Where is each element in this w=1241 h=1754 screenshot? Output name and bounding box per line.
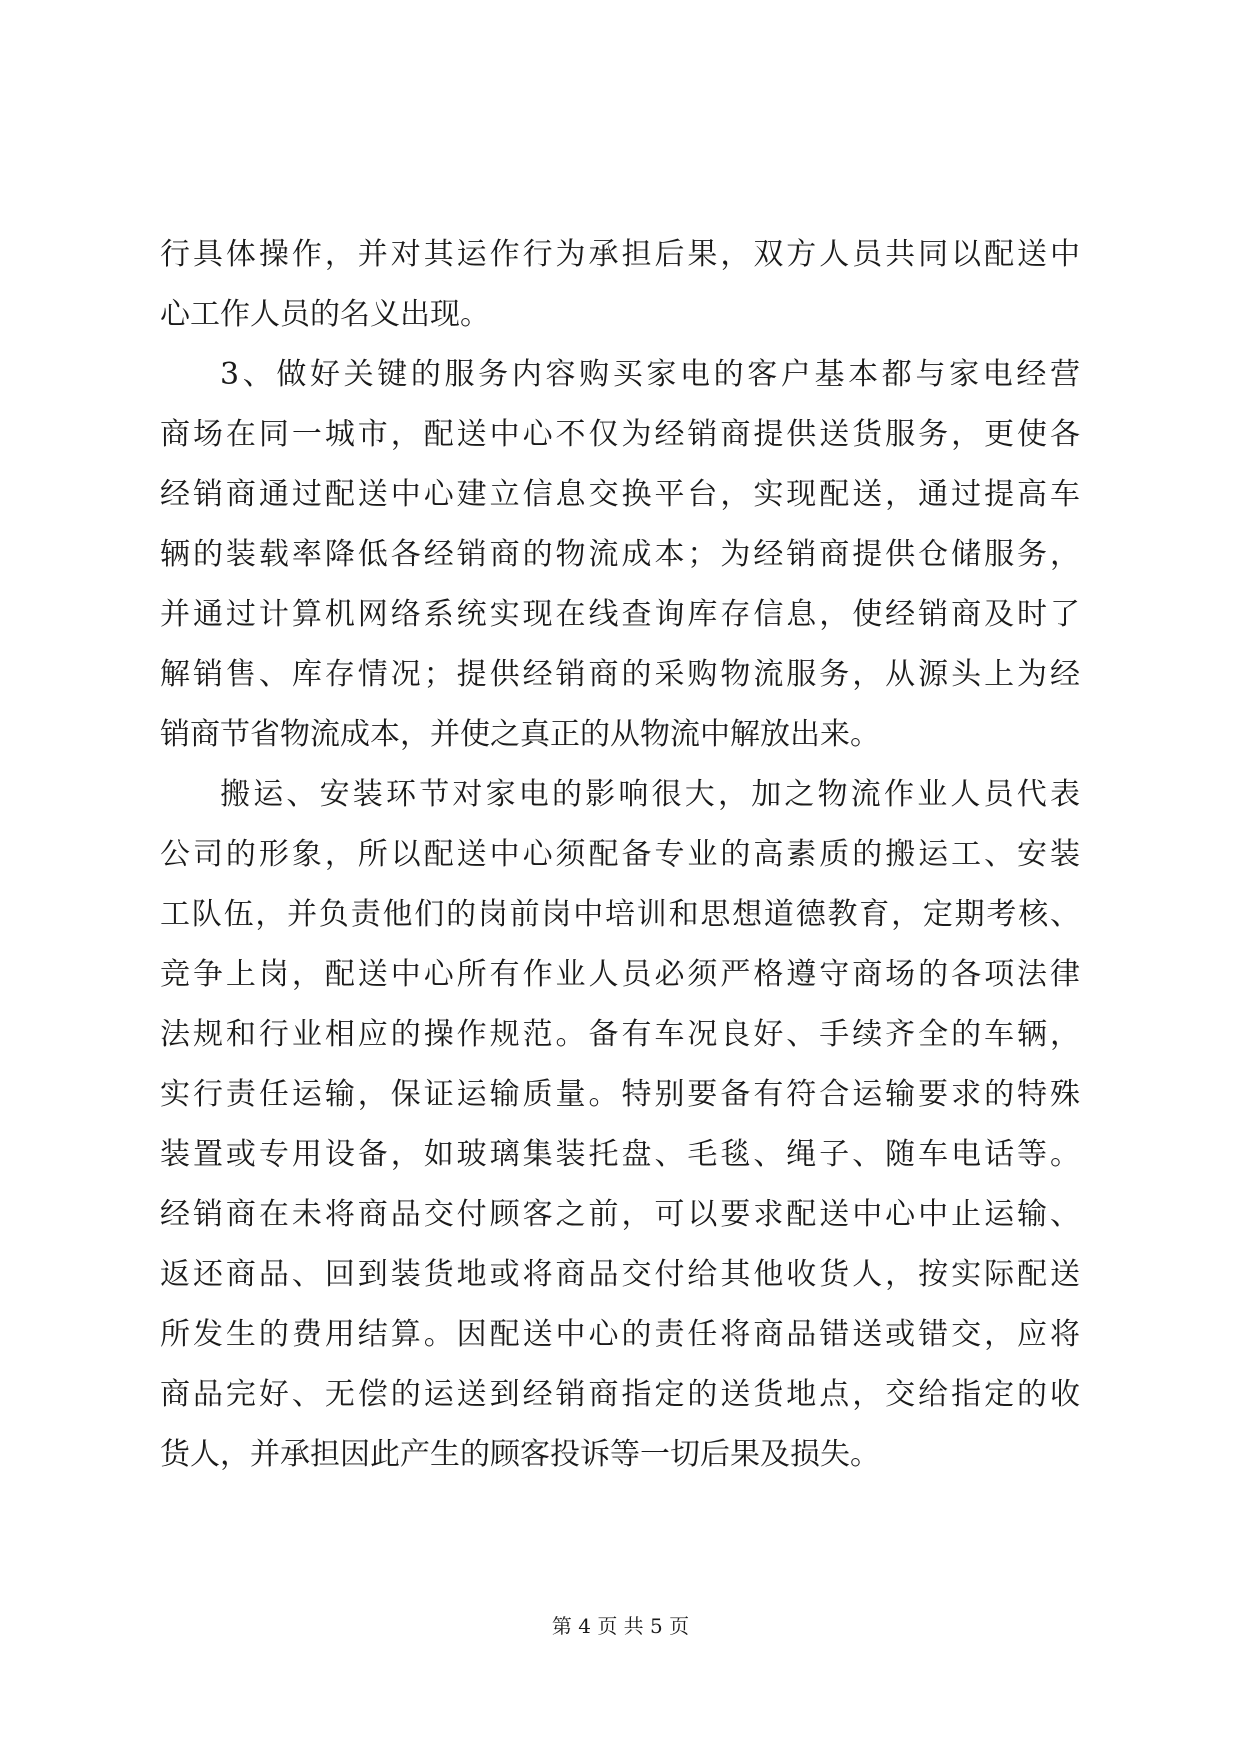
text-line: 商场在同一城市，配送中心不仅为经销商提供送货服务，更使各 [160, 417, 1080, 452]
text-line: 解销售、库存情况；提供经销商的采购物流服务，从源头上为经 [160, 657, 1080, 692]
text-line: 货人，并承担因此产生的顾客投诉等一切后果及损失。 [160, 1437, 880, 1472]
text-line: 3、做好关键的服务内容购买家电的客户基本都与家电经营 [220, 357, 1080, 392]
text-line: 装置或专用设备，如玻璃集装托盘、毛毯、绳子、随车电话等。 [160, 1137, 1080, 1172]
text-line: 实行责任运输，保证运输质量。特别要备有符合运输要求的特殊 [160, 1077, 1080, 1112]
text-line: 辆的装载率降低各经销商的物流成本；为经销商提供仓储服务， [160, 537, 1080, 572]
text-line: 心工作人员的名义出现。 [160, 297, 490, 332]
text-line: 法规和行业相应的操作规范。备有车况良好、手续齐全的车辆， [160, 1017, 1080, 1052]
text-line: 搬运、安装环节对家电的影响很大，加之物流作业人员代表 [220, 777, 1080, 812]
text-line: 销商节省物流成本，并使之真正的从物流中解放出来。 [160, 717, 880, 752]
text-line: 经销商在未将商品交付顾客之前，可以要求配送中心中止运输、 [160, 1197, 1080, 1232]
text-line: 工队伍，并负责他们的岗前岗中培训和思想道德教育，定期考核、 [160, 897, 1080, 932]
text-line: 竞争上岗，配送中心所有作业人员必须严格遵守商场的各项法律 [160, 957, 1080, 992]
body-text [160, 225, 1080, 1485]
text-line: 行具体操作，并对其运作行为承担后果，双方人员共同以配送中 [160, 237, 1080, 272]
text-line: 所发生的费用结算。因配送中心的责任将商品错送或错交，应将 [160, 1317, 1080, 1352]
text-line: 返还商品、回到装货地或将商品交付给其他收货人，按实际配送 [160, 1257, 1080, 1292]
text-line: 并通过计算机网络系统实现在线查询库存信息，使经销商及时了 [160, 597, 1080, 632]
text-line: 商品完好、无偿的运送到经销商指定的送货地点，交给指定的收 [160, 1377, 1080, 1412]
text-line: 公司的形象，所以配送中心须配备专业的高素质的搬运工、安装 [160, 837, 1080, 872]
page-number: 第 4 页 共 5 页 [551, 1614, 690, 1638]
text-line: 经销商通过配送中心建立信息交换平台，实现配送，通过提高车 [160, 477, 1080, 512]
